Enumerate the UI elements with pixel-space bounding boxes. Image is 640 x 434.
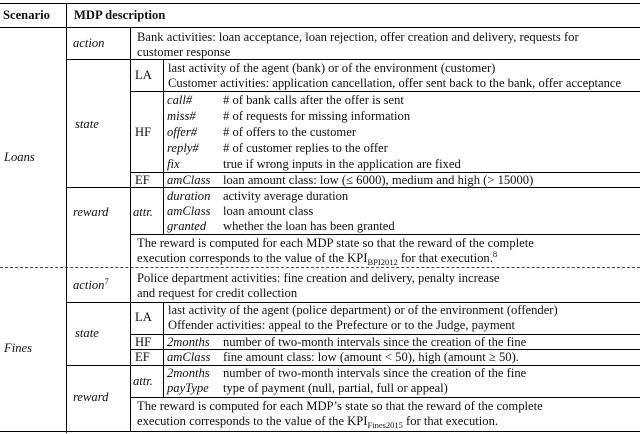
loans-action-label: action [73, 36, 105, 50]
loans-ef-name: amClass [167, 173, 211, 187]
loans-attr-desc-granted: whether the loan has been granted [223, 219, 395, 233]
rule-loans-col-sub [163, 59, 164, 234]
fines-reward-note-tail: for that execution. [402, 414, 499, 428]
fines-action-line1: Police department activities: fine creation and delivery, penalty increase [137, 271, 500, 285]
fines-action-line2: and request for credit collection [137, 286, 298, 300]
header-mdp-description: MDP description [74, 8, 166, 22]
loans-attr-label: attr. [133, 205, 153, 219]
loans-attr-desc-amclass: loan amount class [223, 204, 314, 218]
fines-reward-label: reward [73, 390, 109, 404]
fines-reward-note-text: execution corresponds to the value of the KPI [137, 414, 368, 428]
fines-kpi-subscript: Fines2015 [367, 420, 403, 430]
fines-hf-label: HF [135, 335, 152, 349]
loans-hf-desc-reply: # of customer replies to the offer [223, 141, 388, 155]
fines-la-line2: Offender activities: appeal to the Prefecture or to the Judge, payment [168, 318, 516, 332]
rule-vertical-scenario [66, 3, 67, 433]
rule-fines-col-sub [163, 302, 164, 397]
loans-attr-name-duration: duration [167, 189, 211, 203]
loans-la-label: LA [135, 68, 152, 82]
rule-bottom [0, 431, 640, 432]
fines-la-label: LA [135, 310, 152, 324]
loans-scenario-label: Loans [4, 150, 35, 164]
fines-scenario-label: Fines [4, 341, 32, 355]
loans-ef-desc: loan amount class: low (≤ 6000), medium and high (> 15000) [223, 173, 534, 187]
loans-hf-desc-call: # of bank calls after the offer is sent [223, 93, 404, 107]
fines-action-label-wrap [73, 278, 109, 294]
loans-hf-desc-miss: # of requests for missing information [223, 109, 411, 123]
loans-hf-name-offer: offer# [167, 125, 198, 139]
loans-la-line2: Customer activities: application cancellation, offer sent back to the bank, offer acceptance [168, 76, 622, 90]
fines-attr-name-paytype: payType [167, 381, 209, 395]
fines-attr-desc-2months: number of two-month intervals since the creation of the fine [223, 366, 527, 380]
fines-reward-note-line2 [137, 414, 498, 430]
fines-hf-name: 2months [167, 335, 210, 349]
rule-fines-attr [130, 397, 640, 398]
rule-scenario-separator [0, 267, 640, 268]
loans-kpi-subscript: BPI2012 [367, 257, 398, 267]
loans-attr-name-amclass: amClass [167, 204, 211, 218]
loans-reward-label: reward [73, 205, 109, 219]
rule-loans-la [130, 91, 640, 92]
loans-hf-desc-fix: true if wrong inputs in the application are fixed [223, 157, 461, 171]
fines-hf-desc: number of two-month intervals since the creation of the fine [223, 335, 527, 349]
fines-attr-label: attr. [133, 374, 153, 388]
loans-action-line1: Bank activities: loan acceptance, loan rejection, offer creation and delivery, requests for [137, 30, 579, 44]
loans-state-label: state [75, 117, 99, 131]
loans-reward-note-tail: for that execution. [397, 251, 493, 265]
loans-hf-name-fix: fix [167, 157, 180, 171]
loans-ef-label: EF [135, 173, 150, 187]
fines-ef-name: amClass [167, 350, 211, 364]
loans-reward-note-line1: The reward is computed for each MDP state so that the reward of the complete [137, 236, 534, 250]
loans-hf-name-reply: reply# [167, 141, 199, 155]
fines-action-label: action [73, 278, 105, 292]
loans-attr-desc-duration: activity average duration [223, 189, 349, 203]
loans-action-line2: customer response [137, 45, 231, 59]
rule-header [0, 27, 640, 28]
fines-ef-desc: fine amount class: low (amount < 50), high (amount ≥ 50). [223, 350, 519, 364]
loans-hf-desc-offer: # of offers to the customer [223, 125, 357, 139]
header-scenario: Scenario [3, 8, 50, 22]
loans-hf-name-miss: miss# [167, 109, 196, 123]
rule-loans-attr [130, 234, 640, 235]
fines-reward-note-line1: The reward is computed for each MDP’s state so that the reward of the complete [137, 399, 543, 413]
fines-ef-label: EF [135, 350, 150, 364]
fines-state-label: state [75, 326, 99, 340]
loans-reward-note-text: execution corresponds to the value of the KPI [137, 251, 368, 265]
rule-top [0, 3, 640, 4]
fines-attr-desc-paytype: type of payment (null, partial, full or appeal) [223, 381, 448, 395]
loans-attr-name-granted: granted [167, 219, 207, 233]
loans-reward-note-line2 [137, 251, 497, 267]
loans-footnote-marker: 8 [492, 249, 498, 259]
fines-action-footnote: 7 [104, 276, 109, 286]
loans-hf-name-call: call# [167, 93, 193, 107]
fines-la-line1: last activity of the agent (police department) or of the environment (offender) [168, 303, 558, 317]
fines-attr-name-2months: 2months [167, 366, 210, 380]
loans-hf-label: HF [135, 125, 152, 139]
rule-loans-col-label [130, 27, 131, 267]
loans-la-line1: last activity of the agent (bank) or of the environment (customer) [168, 61, 496, 75]
rule-fines-col-label [130, 267, 131, 431]
